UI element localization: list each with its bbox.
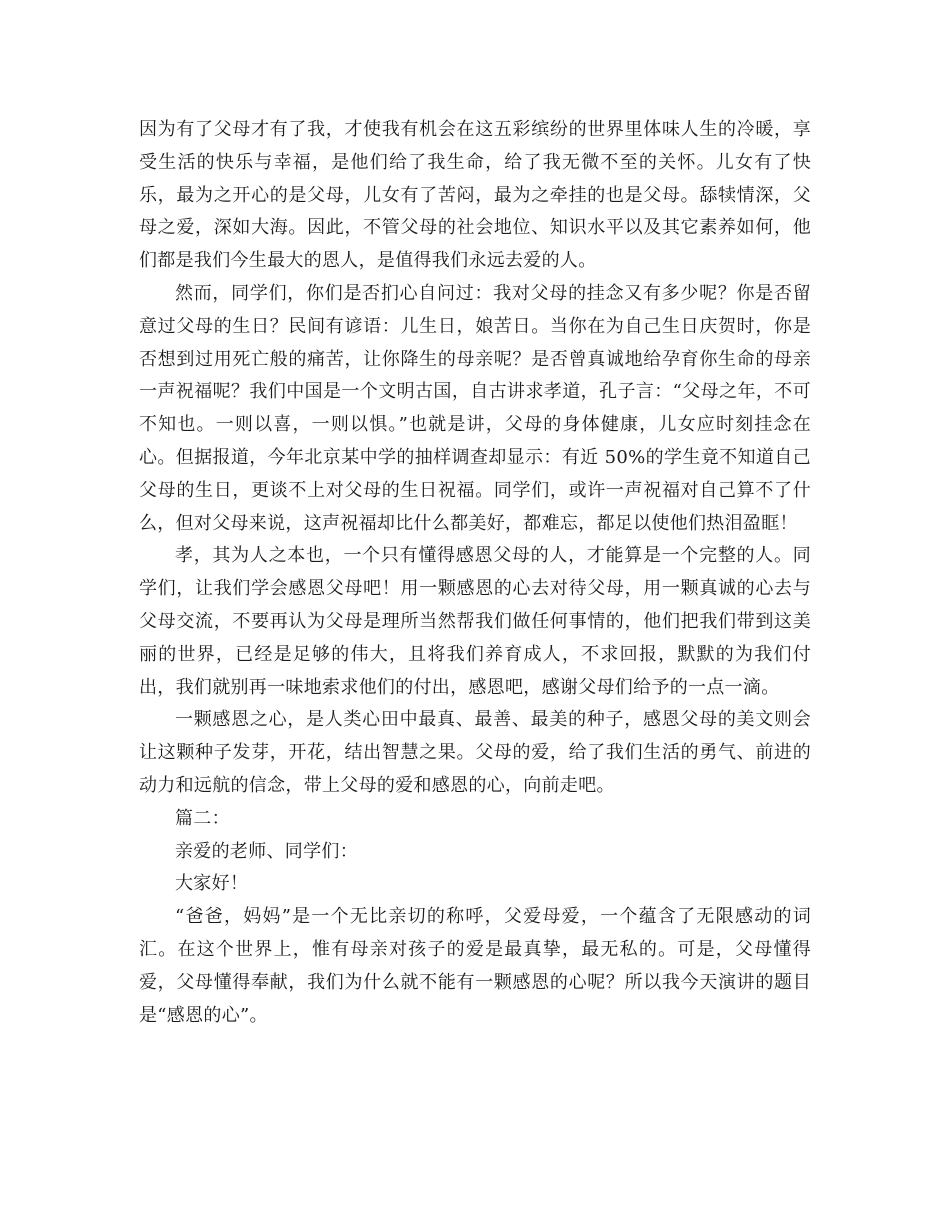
paragraph-5: “爸爸，妈妈”是一个无比亲切的称呼，父爱母爱，一个蕴含了无限感动的词汇。在这个世界上，惟有母亲对孩子的爱是最真挚，最无私的。可是，父母懂得爱，父母懂得奉献，我们为什么就不能有一颗感恩的心呢？所以我今天演讲的题目是“感恩的心”。 [139,906,811,1026]
document-body [139,114,811,1032]
paragraph-2: 然而，同学们，你们是否扪心自问过：我对父母的挂念又有多少呢？你是否留意过父母的生日？民间有谚语：儿生日，娘苦日。当你在为自己生日庆贺时，你是否想到过用死亡般的痛苦，让你降生的母亲呢？是否曾真诚地给孕育你生命的母亲一声祝福呢？我们中国是一个文明古国，自古讲求孝道，孔子言：“父母之年，不可不知也。一则以喜，一则以惧。”也就是讲，父母的身体健康，儿女应时刻挂念在心。但据报道，今年北京某中学的抽样调查却显示：有近 50%的学生竟不知道自己父母的生日，更谈不上对父母的生日祝福。同学们，或许一声祝福对自己算不了什么，但对父母来说，这声祝福却比什么都美好，都难忘，都足以使他们热泪盈眶！ [139,282,811,534]
salutation: 亲爱的老师、同学们： [175,840,358,862]
paragraph-1: 因为有了父母才有了我，才使我有机会在这五彩缤纷的世界里体味人生的冷暖，享受生活的快乐与幸福，是他们给了我生命，给了我无微不至的关怀。儿女有了快乐，最为之开心的是父母，儿女有了苦闷，最为之牵挂的也是父母。舔犊情深，父母之爱，深如大海。因此，不管父母的社会地位、知识水平以及其它素养如何，他们都是我们今生最大的恩人，是值得我们永远去爱的人。 [139,119,811,272]
paragraph-4: 一颗感恩之心，是人类心田中最真、最善、最美的种子，感恩父母的美文则会让这颗种子发芽，开花，结出智慧之果。父母的爱，给了我们生活的勇气、前进的动力和远航的信念，带上父母的爱和感恩的心，向前走吧。 [139,709,811,796]
section-heading: 篇二： [175,807,230,829]
paragraph-3: 孝，其为人之本也，一个只有懂得感恩父母的人，才能算是一个完整的人。同学们，让我们学会感恩父母吧！用一颗感恩的心去对待父母，用一颗真诚的心去与父母交流，不要再认为父母是理所当然帮我们做任何事情的，他们把我们带到这美丽的世界，已经是足够的伟大，且将我们养育成人，不求回报，默默的为我们付出，我们就别再一味地索求他们的付出，感恩吧，感谢父母们给予的一点一滴。 [139,545,811,698]
greeting: 大家好！ [175,873,249,895]
